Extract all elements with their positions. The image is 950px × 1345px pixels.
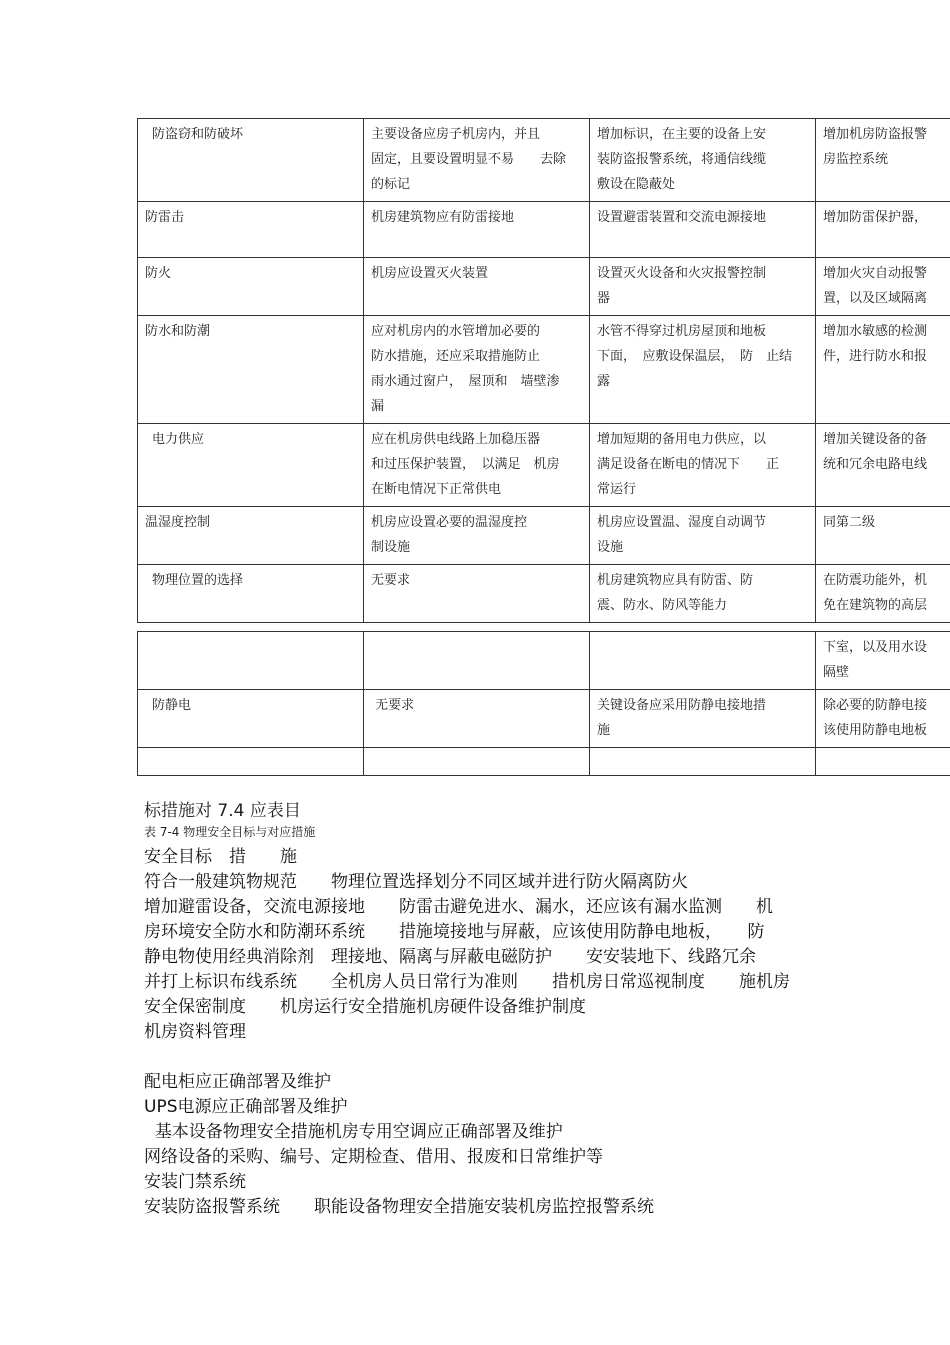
table-cell <box>138 632 364 690</box>
table-cell: 增加关键设备的备 统和冗余电路电线 <box>816 424 950 507</box>
table-cell: 增加短期的备用电力供应，以 满足设备在断电的情况下 正 常运行 <box>590 424 816 507</box>
table-cell: 物理位置的选择 <box>138 565 364 623</box>
text-line: 房环境安全防水和防潮环系统 措施境接地与屏蔽，应该使用防静电地板， 防 <box>144 922 765 942</box>
table-row <box>138 119 950 202</box>
table-cell: 增加防雷保护器， <box>816 202 950 258</box>
table-row <box>138 258 950 316</box>
table-cell <box>816 748 950 776</box>
text-line: 机房资料管理 <box>144 1022 246 1042</box>
table-cell: 在防震功能外，机 免在建筑物的高层 <box>816 565 950 623</box>
table-cell <box>590 748 816 776</box>
table-row <box>138 748 950 776</box>
table-cell: 主要设备应房子机房内，并且 固定，且要设置明显不易 去除 的标记 <box>364 119 590 202</box>
caption-title: 标措施对 7.4 应表目 <box>144 801 301 821</box>
text-line: 网络设备的采购、编号、定期检查、借用、报废和日常维护等 <box>144 1147 603 1167</box>
table-cell <box>138 748 364 776</box>
body-text <box>144 845 824 1220</box>
table-cell: 下室，以及用水设 隔壁 <box>816 632 950 690</box>
table-cell: 防火 <box>138 258 364 316</box>
table-row <box>138 632 950 690</box>
table-cell: 关键设备应采用防静电接地措 施 <box>590 690 816 748</box>
text-line: 静电物使用经典消除剂 理接地、隔离与屏蔽电磁防护 安安装地下、线路冗余 <box>144 947 756 967</box>
table-cell: 防静电 <box>138 690 364 748</box>
table-row <box>138 507 950 565</box>
table-cell: 增加标识，在主要的设备上安 装防盗报警系统，将通信线缆 敷设在隐蔽处 <box>590 119 816 202</box>
table-cell: 防盗窃和防破坏 <box>138 119 364 202</box>
table-cell: 机房建筑物应具有防雷、防 震、防水、防风等能力 <box>590 565 816 623</box>
table-cell: 温湿度控制 <box>138 507 364 565</box>
table-row <box>138 202 950 258</box>
table-row <box>138 690 950 748</box>
security-measures-table-continued <box>137 631 950 776</box>
table-cell: 增加水敏感的检测 件，进行防水和报 <box>816 316 950 424</box>
table-cell: 防水和防潮 <box>138 316 364 424</box>
table-cell: 防雷击 <box>138 202 364 258</box>
table-cell: 设置避雷装置和交流电源接地 <box>590 202 816 258</box>
table-cell: 电力供应 <box>138 424 364 507</box>
table-cell <box>590 632 816 690</box>
text-line <box>144 1045 824 1070</box>
table-cell: 增加火灾自动报警 置，以及区域隔离 <box>816 258 950 316</box>
table-caption: 表 7-4 物理安全目标与对应措施 <box>144 825 316 839</box>
table-cell: 机房应设置温、湿度自动调节 设施 <box>590 507 816 565</box>
table-cell: 应对机房内的水管增加必要的 防水措施，还应采取措施防止 雨水通过窗户， 屋顶和 墙壁渗 漏 <box>364 316 590 424</box>
table-cell: 增加机房防盗报警 房监控系统 <box>816 119 950 202</box>
table-cell: 设置灭火设备和火灾报警控制 器 <box>590 258 816 316</box>
text-line: 安全目标 措 施 <box>144 847 297 867</box>
table-row <box>138 424 950 507</box>
text-line: 配电柜应正确部署及维护 <box>144 1072 331 1092</box>
table-cell: 无要求 <box>364 565 590 623</box>
table-cell: 无要求 <box>364 690 590 748</box>
table-cell <box>364 632 590 690</box>
text-line: 符合一般建筑物规范 物理位置选择划分不同区域并进行防火隔离防火 <box>144 872 688 892</box>
table-row <box>138 316 950 424</box>
text-line: UPS电源应正确部署及维护 <box>144 1097 348 1117</box>
table-cell: 机房应设置必要的温湿度控 制设施 <box>364 507 590 565</box>
table-row <box>138 565 950 623</box>
text-line: 并打上标识布线系统 全机房人员日常行为准则 措机房日常巡视制度 施机房 <box>144 972 790 992</box>
text-line: 安装防盗报警系统 职能设备物理安全措施安装机房监控报警系统 <box>144 1197 654 1217</box>
text-line: 基本设备物理安全措施机房专用空调应正确部署及维护 <box>144 1122 563 1142</box>
table-cell: 机房应设置灭火装置 <box>364 258 590 316</box>
table-cell <box>364 748 590 776</box>
table-cell: 应在机房供电线路上加稳压器 和过压保护装置， 以满足 机房 在断电情况下正常供电 <box>364 424 590 507</box>
table-cell: 机房建筑物应有防雷接地 <box>364 202 590 258</box>
text-line: 增加避雷设备，交流电源接地 防雷击避免进水、漏水，还应该有漏水监测 机 <box>144 897 773 917</box>
text-line: 安装门禁系统 <box>144 1172 246 1192</box>
table-cell: 除必要的防静电接 该使用防静电地板 <box>816 690 950 748</box>
security-measures-table <box>137 118 950 623</box>
table-cell: 水管不得穿过机房屋顶和地板 下面， 应敷设保温层， 防 止结 露 <box>590 316 816 424</box>
table-cell: 同第二级 <box>816 507 950 565</box>
text-line: 安全保密制度 机房运行安全措施机房硬件设备维护制度 <box>144 997 586 1017</box>
